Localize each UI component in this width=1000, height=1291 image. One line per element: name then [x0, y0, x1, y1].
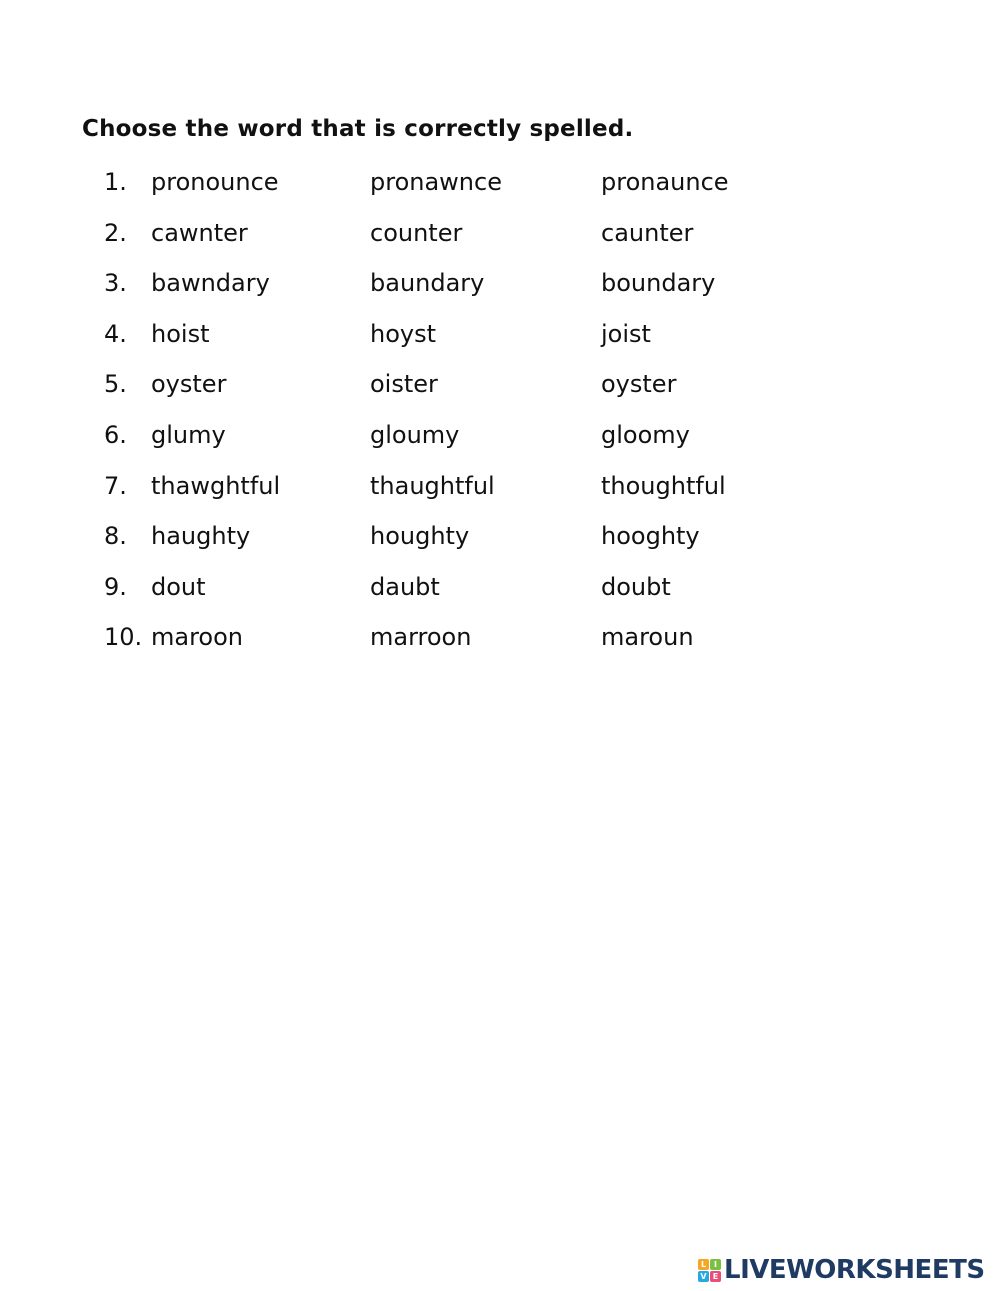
answer-option[interactable]: houghty	[370, 522, 470, 551]
answer-option[interactable]: baundary	[370, 269, 485, 298]
logo-letter: I	[710, 1259, 721, 1270]
question-row	[0, 316, 1000, 367]
answer-option[interactable]: marroon	[370, 623, 472, 652]
answer-option[interactable]: gloumy	[370, 420, 460, 449]
answer-option[interactable]: bawndary	[151, 269, 270, 298]
logo-letter: E	[710, 1271, 721, 1282]
answer-option[interactable]: cawnter	[151, 218, 248, 247]
answer-option[interactable]: pronaunce	[601, 168, 729, 196]
question-number: 1.	[104, 168, 127, 196]
liveworksheets-logo-icon	[698, 1259, 721, 1282]
answer-option[interactable]: haughty	[151, 522, 251, 551]
logo-letter: V	[698, 1271, 709, 1282]
answer-option[interactable]: thaughtful	[370, 471, 495, 500]
question-row	[0, 164, 1000, 215]
question-number: 6.	[104, 420, 127, 449]
question-row	[0, 366, 1000, 417]
question-number: 5.	[104, 370, 127, 399]
question-row	[0, 518, 1000, 569]
answer-option[interactable]: thoughtful	[601, 471, 726, 500]
answer-option[interactable]: pronounce	[151, 168, 279, 196]
answer-option[interactable]: pronawnce	[370, 168, 502, 196]
answer-option[interactable]: hoyst	[370, 319, 437, 348]
answer-option[interactable]: dout	[151, 572, 206, 601]
question-row	[0, 619, 1000, 670]
liveworksheets-brand	[698, 1255, 985, 1285]
answer-option[interactable]: counter	[370, 218, 463, 247]
question-number: 8.	[104, 522, 127, 551]
question-number: 7.	[104, 471, 127, 500]
answer-option[interactable]: gloomy	[601, 420, 690, 449]
instructions: Choose the word that is correctly spelled.	[82, 116, 634, 142]
question-number: 3.	[104, 269, 127, 298]
question-list	[0, 164, 1000, 670]
answer-option[interactable]: doubt	[601, 572, 671, 601]
answer-option[interactable]: hoist	[151, 319, 210, 348]
logo-letter: L	[698, 1259, 709, 1270]
answer-option[interactable]: oister	[370, 370, 438, 399]
question-number: 9.	[104, 572, 127, 601]
question-row	[0, 468, 1000, 519]
answer-option[interactable]: oyster	[151, 370, 227, 399]
answer-option[interactable]: oyster	[601, 370, 677, 399]
answer-option[interactable]: glumy	[151, 420, 226, 449]
question-number: 2.	[104, 218, 127, 247]
question-number: 4.	[104, 319, 127, 348]
question-row	[0, 215, 1000, 266]
answer-option[interactable]: boundary	[601, 269, 716, 298]
question-row	[0, 265, 1000, 316]
question-row	[0, 569, 1000, 620]
answer-option[interactable]: hooghty	[601, 522, 700, 551]
answer-option[interactable]: daubt	[370, 572, 440, 601]
question-number: 10.	[104, 623, 143, 652]
question-row	[0, 417, 1000, 468]
answer-option[interactable]: joist	[601, 319, 651, 348]
answer-option[interactable]: maroun	[601, 623, 694, 652]
answer-option[interactable]: thawghtful	[151, 471, 281, 500]
answer-option[interactable]: maroon	[151, 623, 244, 652]
brand-text: LIVEWORKSHEETS	[724, 1255, 985, 1285]
answer-option[interactable]: caunter	[601, 218, 694, 247]
